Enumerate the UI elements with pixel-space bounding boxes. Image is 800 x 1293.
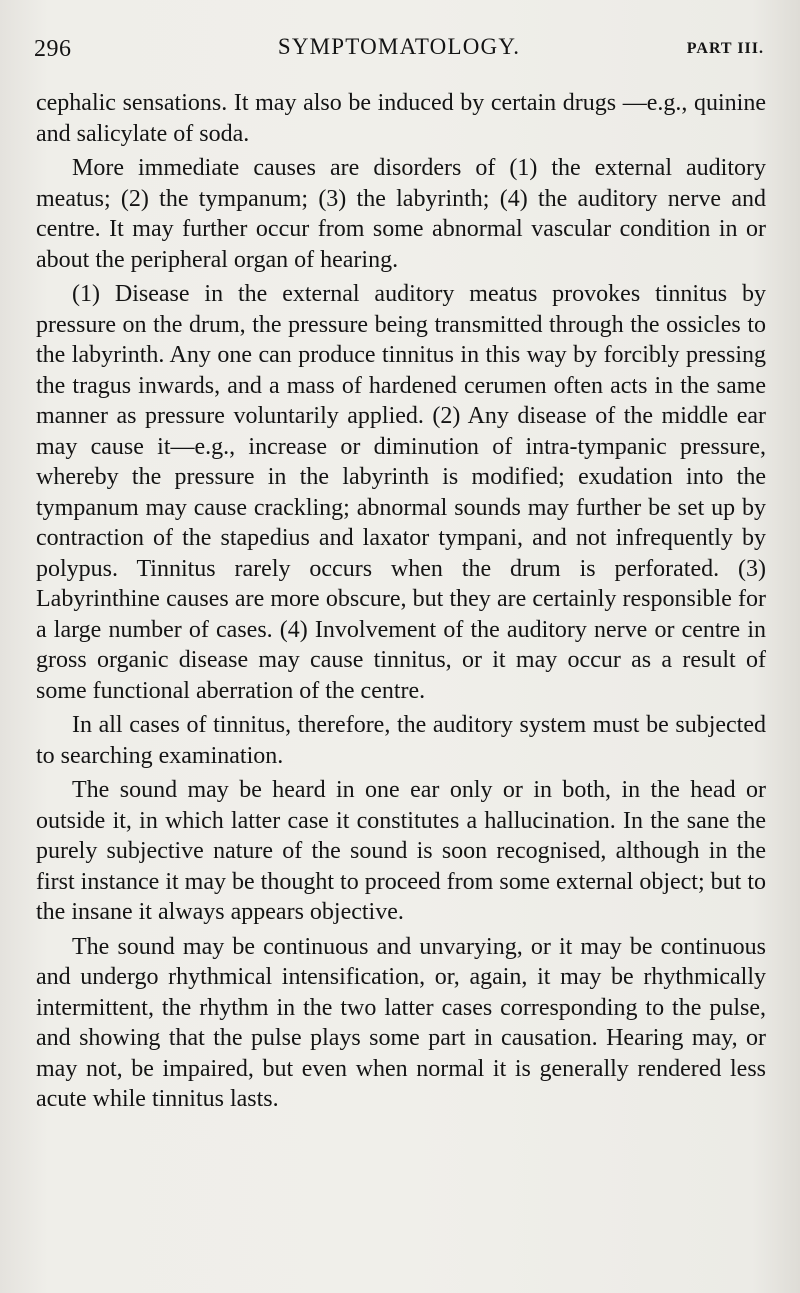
paragraph-disease-details: (1) Disease in the external auditory meatus provokes tinnitus by pressure on the drum, the pressure being transmitted through the ossicles to the labyrinth. Any one can produce tinnitus in this way by forcibly pressing the tragus inwards, and a mass of hardened cerumen often acts in the same manner as pressure voluntarily applied. (2) Any disease of the middle ear may cause it—e.g., increase or diminution of intra-tympanic pressure, whereby the pressure in the labyrinth is modified; exudation into the tympanum may cause crackling; abnormal sounds may further be set up by contraction of the stapedius and laxator tympani, and not infrequently by polypus. Tinnitus rarely occurs when the drum is perforated. (3) Labyrinthine causes are more obscure, but they are certainly responsible for a large number of cases. (4) Involvement of the auditory nerve or centre in gross organic disease may cause tinnitus, or it may occur as a result of some functional aberration of the centre.	[36, 281, 766, 704]
page-body	[36, 88, 766, 1115]
part-label: PART III.	[686, 40, 764, 57]
running-title: SYMPTOMATOLOGY.	[277, 34, 521, 59]
page-number: 296	[34, 36, 72, 62]
paragraph-continuation: cephalic sensations. It may also be induced by certain drugs —e.g., quinine and salicylate of soda.	[36, 90, 766, 147]
paragraph-examination: In all cases of tinnitus, therefore, the auditory system must be subjected to searching examination.	[36, 712, 766, 769]
paragraph-sound-character: The sound may be continuous and unvarying, or it may be continuous and undergo rhythmical intensification, or, again, it may be rhythmically intermittent, the rhythm in the two latter cases corresponding to the pulse, and showing that the pulse plays some part in causation. Hearing may, or may not, be impaired, but even when normal it is generally rendered less acute while tinnitus lasts.	[36, 933, 766, 1112]
paragraph-immediate-causes: More immediate causes are disorders of (1) the external auditory meatus; (2) the tympanum; (3) the labyrinth; (4) the auditory nerve and centre. It may further occur from some abnormal vascular condition in or about the peripheral organ of hearing.	[36, 155, 766, 273]
paragraph-sound-location: The sound may be heard in one ear only or in both, in the head or outside it, in which latter case it constitutes a hallucination. In the sane the purely subjective nature of the sound is soon recognised, although in the first instance it may be thought to proceed from some external object; but to the insane it always appears objective.	[36, 777, 766, 925]
page-header	[34, 34, 764, 70]
